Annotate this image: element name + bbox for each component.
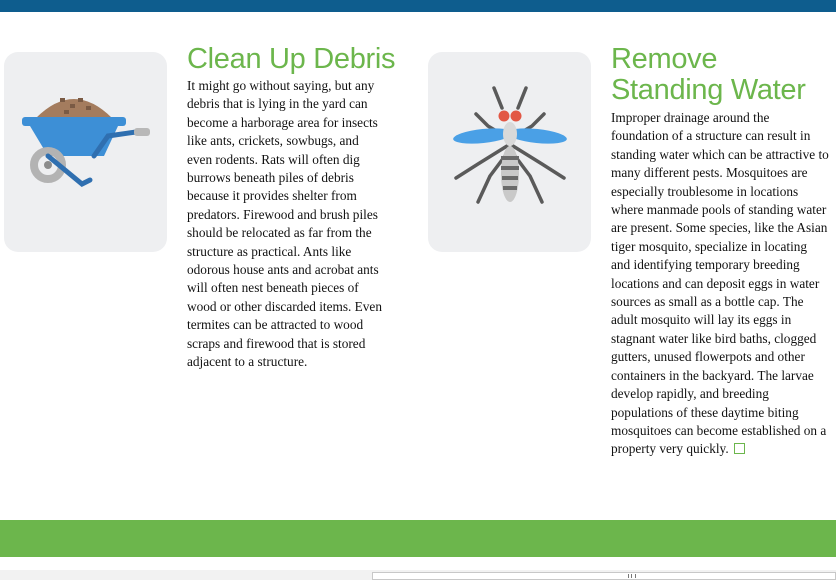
footer-green-band [0, 520, 836, 557]
debris-heading: Clean Up Debris [187, 43, 396, 75]
mosquito-icon [428, 52, 591, 252]
top-accent-bar [0, 0, 836, 12]
scrollbar-grip-icon[interactable] [628, 574, 636, 578]
water-heading: Remove Standing Water [611, 43, 806, 106]
water-body-paragraph [611, 109, 829, 459]
debris-body-text: It might go without saying, but any debris that is lying in the yard can become a harborage area for insects like ants, crickets, sowbugs, and even rodents. Rats will often dig burrows beneath piles of debris because it provides shelter from predators. Firewood and brush piles should be relocated as far from the structure as practical. Ants like odorous house ants and acrobat ants will often nest beneath pieces of wood or other discarded items. Even termites can be attracted to wood scraps and firewood that is stored adjacent to a structure. [187, 78, 382, 370]
water-icon-card [428, 52, 591, 252]
debris-icon-card [4, 52, 167, 252]
wheelbarrow-icon [4, 52, 167, 252]
end-of-article-mark [734, 443, 745, 454]
water-body-text: Improper drainage around the foundation of a structure can result in standing water which can be attractive to many different pests. Mosquitoes are especially troublesome in locations where manmade pools of standing water are present. Some species, like the Asian tiger mosquito, specialize in locating and identifying temporary breeding locations and can deposit eggs in water sources as small as a bottle cap. The adult mosquito will lay its eggs in stagnant water like bird baths, clogged gutters, unused flowerpots and other containers in the backyard. The larvae develop rapidly, and breeding populations of these daytime biting mosquitoes can become established on a property very quickly. [611, 110, 829, 457]
horizontal-scrollbar[interactable] [372, 572, 836, 580]
